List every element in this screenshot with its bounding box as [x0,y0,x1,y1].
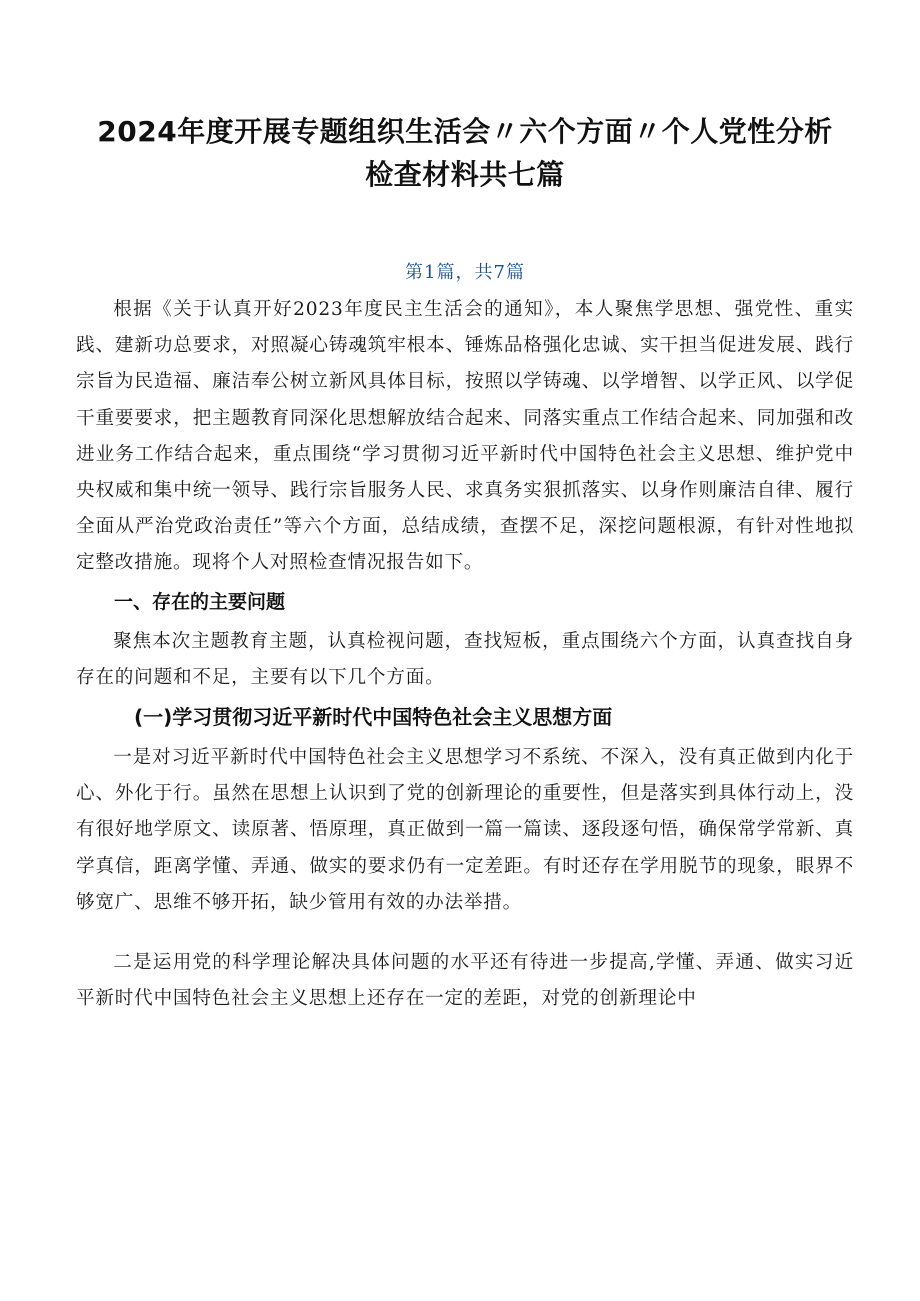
section-heading: 一、存在的主要问题 [114,590,286,613]
intro-paragraph: 根据《关于认真开好2023年度民主生活会的通知》，本人聚焦学思想、强党性、重实践、建新功总要求，对照凝心铸魂筑牢根本、锤炼品格强化忠诚、实干担当促进发展、践行宗旨为民造福、廉洁奉公树立新风具体目标，按照以学铸魂、以学增智、以学正风、以学促干重要要求，把主题教育同深化思想解放结合起来、同落实重点工作结合起来、同加强和改进业务工作结合起来，重点围绕“学习贯彻习近平新时代中国特色社会主义思想、维护党中央权威和集中统一领导、践行宗旨服务人民、求真务实狠抓落实、以身作则廉洁自律、履行全面从严治党政治责任”等六个方面，总结成绩，查摆不足，深挖问题根源，有针对性地拟定整改措施。现将个人对照检查情况报告如下。 [76,299,854,574]
section-paragraph: 聚焦本次主题教育主题，认真检视问题，查找短板，重点围绕六个方面，认真查找自身存在的问题和不足，主要有以下几个方面。 [76,630,854,688]
point-1-paragraph: 一是对习近平新时代中国特色社会主义思想学习不系统、不深入，没有真正做到内化于心、外化于行。虽然在思想上认识到了党的创新理论的重要性，但是落实到具体行动上，没有很好地学原文、读原著、悟原理，真正做到一篇一篇读、逐段逐句悟，确保常学常新、真学真信，距离学懂、弄通、做实的要求仍有一定差距。有时还存在学用脱节的现象，眼界不够宽广、思维不够开拓，缺少管用有效的办法举措。 [76,747,854,913]
subsection-heading: (一)学习贯彻习近平新时代中国特色社会主义思想方面 [134,705,613,730]
document-title: 2024年度开展专题组织生活会〃六个方面〃个人党性分析检查材料共七篇 [97,115,833,191]
paragraph-gap [76,921,854,941]
document-subtitle: 第1篇，共7篇 [405,262,525,283]
point-2-paragraph: 二是运用党的科学理论解决具体问题的水平还有待进一步提高,学懂、弄通、做实习近平新时代中国特色社会主义思想上还存在一定的差距，对党的创新理论中 [76,952,854,1010]
